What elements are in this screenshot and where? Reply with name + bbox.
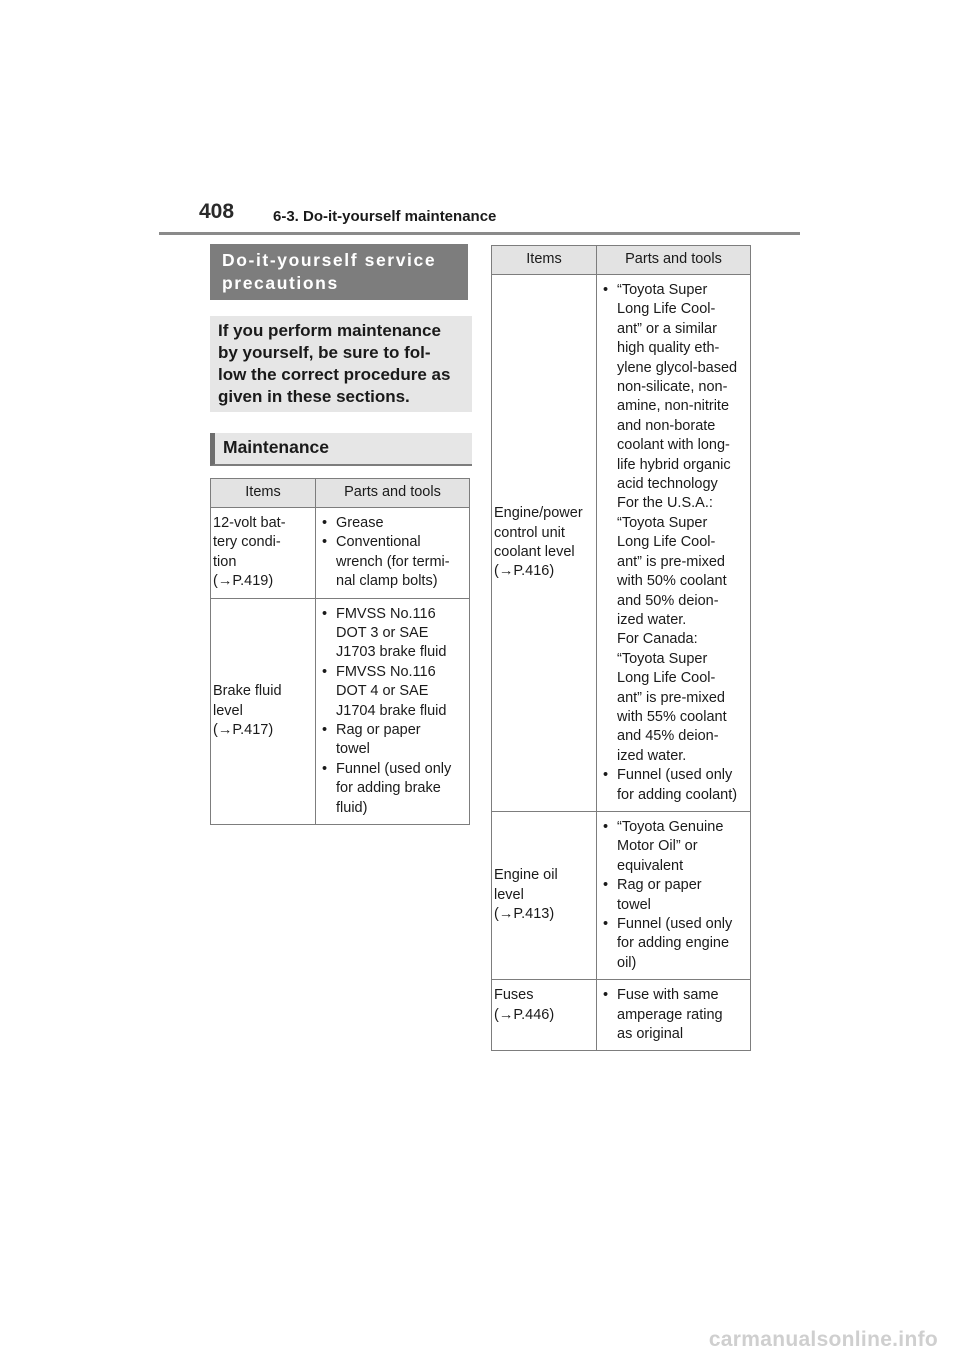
parts-text-line: equivalent [617, 857, 684, 874]
parts-text-line: DOT 4 or SAE [336, 683, 429, 700]
parts-text-line: ant” is pre-mixed [617, 553, 725, 570]
section-heading-box [210, 244, 468, 300]
parts-text-line: towel [336, 741, 370, 758]
parts-list-item [601, 766, 748, 805]
parts-text-line: ized water. [617, 611, 687, 628]
parts-list-item [320, 605, 467, 663]
parts-text-line: • Grease [336, 515, 384, 531]
parts-list-item [320, 514, 467, 533]
parts-text-line: ant” is pre-mixed [617, 689, 725, 706]
parts-text-line: for adding brake [336, 780, 441, 797]
intro-line: low the correct procedure as [218, 365, 451, 384]
maintenance-table-left [210, 478, 470, 825]
maintenance-subheading: Maintenance [210, 433, 472, 466]
parts-list-item [320, 760, 467, 818]
parts-cell [597, 275, 751, 812]
table-body-left [211, 508, 470, 825]
parts-text-line: Long Life Cool- [617, 670, 716, 687]
item-cell [211, 598, 316, 824]
intro-line: by yourself, be sure to fol- [218, 343, 431, 362]
parts-list-item [601, 818, 748, 876]
parts-text-line: Long Life Cool- [617, 301, 716, 318]
parts-list-item [601, 986, 748, 1044]
column-header-parts: Parts and tools [597, 246, 751, 275]
parts-text-line: • Conventional [336, 534, 421, 551]
parts-cell [597, 980, 751, 1051]
item-cell [492, 811, 597, 979]
parts-text-line: Motor Oil” or [617, 838, 698, 855]
parts-list [320, 514, 467, 592]
parts-text-line: towel [617, 896, 651, 913]
parts-text-line: • FMVSS No.116 [336, 663, 436, 680]
section-heading-line2: precautions [222, 273, 339, 293]
parts-text-line: For the U.S.A.: [617, 495, 713, 512]
parts-text-line: fluid) [336, 799, 368, 816]
parts-text-line: high quality eth- [617, 340, 720, 357]
parts-text-line: non-silicate, non- [617, 379, 728, 396]
intro-summary-box [210, 316, 472, 412]
parts-text-line: • Funnel (used only [617, 767, 733, 784]
item-text-line: 12-volt bat- [213, 515, 286, 531]
intro-line: If you perform maintenance [218, 321, 441, 340]
parts-text-line: with 55% coolant [617, 708, 727, 725]
site-watermark: carmanualsonline.info [708, 1328, 938, 1351]
parts-text-line: • “Toyota Genuine [617, 818, 724, 835]
item-text-line: (→P.446) [494, 1006, 555, 1023]
parts-text-line: coolant with long- [617, 437, 730, 454]
parts-text-line: • Rag or paper [336, 722, 421, 739]
parts-text-line: • Funnel (used only [336, 760, 452, 777]
parts-list-item [601, 876, 748, 915]
intro-line: given in these sections. [218, 387, 410, 406]
table-row [211, 598, 470, 824]
page-number: 408 [199, 200, 235, 223]
parts-list [601, 281, 748, 805]
parts-cell [597, 811, 751, 979]
item-text-line: (→P.413) [494, 906, 555, 923]
parts-list-item [601, 915, 748, 973]
parts-cell [316, 598, 470, 824]
parts-list [601, 818, 748, 973]
item-text-line: control unit [494, 524, 565, 541]
section-title: 6-3. Do-it-yourself maintenance [273, 208, 497, 225]
parts-text-line: • “Toyota Super [617, 282, 708, 298]
table-row [492, 275, 751, 812]
table-header-row [211, 479, 470, 508]
parts-list-item [320, 533, 467, 591]
table-row [492, 811, 751, 979]
item-text-line: Fuses [494, 987, 534, 1004]
parts-text-line: J1704 brake fluid [336, 702, 447, 719]
parts-text-line: for adding coolant) [617, 786, 738, 803]
item-text-line: level [494, 886, 524, 903]
parts-list [320, 605, 467, 818]
parts-text-line: and 45% deion- [617, 728, 719, 745]
parts-text-line: life hybrid organic [617, 456, 731, 473]
item-text-line: tion [213, 553, 237, 570]
item-text-line: level [213, 702, 243, 719]
parts-text-line: acid technology [617, 476, 718, 493]
table-header-row [492, 246, 751, 275]
section-heading-line1: Do-it-yourself service [222, 250, 437, 270]
item-text-line: Engine oil [494, 867, 558, 884]
item-text-line: (→P.419) [213, 573, 274, 590]
parts-text-line: amperage rating [617, 1006, 723, 1023]
column-header-items: Items [211, 479, 316, 508]
parts-cell [316, 508, 470, 599]
parts-text-line: • FMVSS No.116 [336, 605, 436, 622]
table-row [492, 980, 751, 1051]
column-header-parts: Parts and tools [316, 479, 470, 508]
parts-text-line: J1703 brake fluid [336, 644, 447, 661]
parts-text-line: amine, non-nitrite [617, 398, 730, 415]
parts-text-line: oil) [617, 954, 637, 971]
parts-text-line: for adding engine [617, 935, 730, 952]
parts-text-line: ylene glycol-based [617, 359, 738, 376]
item-cell [492, 275, 597, 812]
parts-text-line: DOT 3 or SAE [336, 625, 429, 642]
parts-text-line: with 50% coolant [617, 573, 727, 590]
item-text-line: tery condi- [213, 534, 281, 551]
parts-text-line: nal clamp bolts) [336, 573, 438, 590]
parts-text-line: “Toyota Super [617, 514, 708, 531]
parts-list-item [320, 663, 467, 721]
table-row [211, 508, 470, 599]
parts-text-line: ized water. [617, 747, 687, 764]
parts-text-line: • Rag or paper [617, 877, 702, 894]
item-text-line: (→P.417) [213, 722, 274, 739]
parts-list [601, 986, 748, 1044]
item-text-line: Engine/power [494, 505, 583, 522]
parts-text-line: • Funnel (used only [617, 916, 733, 932]
item-cell [211, 508, 316, 599]
parts-text-line: and 50% deion- [617, 592, 719, 609]
parts-list-item [601, 281, 748, 766]
parts-text-line: • Fuse with same [617, 987, 719, 1004]
parts-text-line: wrench (for termi- [336, 553, 450, 570]
parts-list-item [320, 721, 467, 760]
parts-text-line: Long Life Cool- [617, 534, 716, 551]
header-divider [159, 232, 800, 235]
parts-text-line: “Toyota Super [617, 650, 708, 667]
item-cell [492, 980, 597, 1051]
item-text-line: coolant level [494, 543, 575, 560]
parts-text-line: For Canada: [617, 631, 698, 648]
item-text-line: Brake fluid [213, 683, 282, 700]
item-text-line: (→P.416) [494, 563, 555, 580]
parts-text-line: and non-borate [617, 417, 716, 434]
parts-text-line: ant” or a similar [617, 320, 717, 337]
maintenance-table-right [491, 245, 751, 1051]
table-body-right [492, 275, 751, 1051]
parts-text-line: as original [617, 1026, 684, 1043]
column-header-items: Items [492, 246, 597, 275]
